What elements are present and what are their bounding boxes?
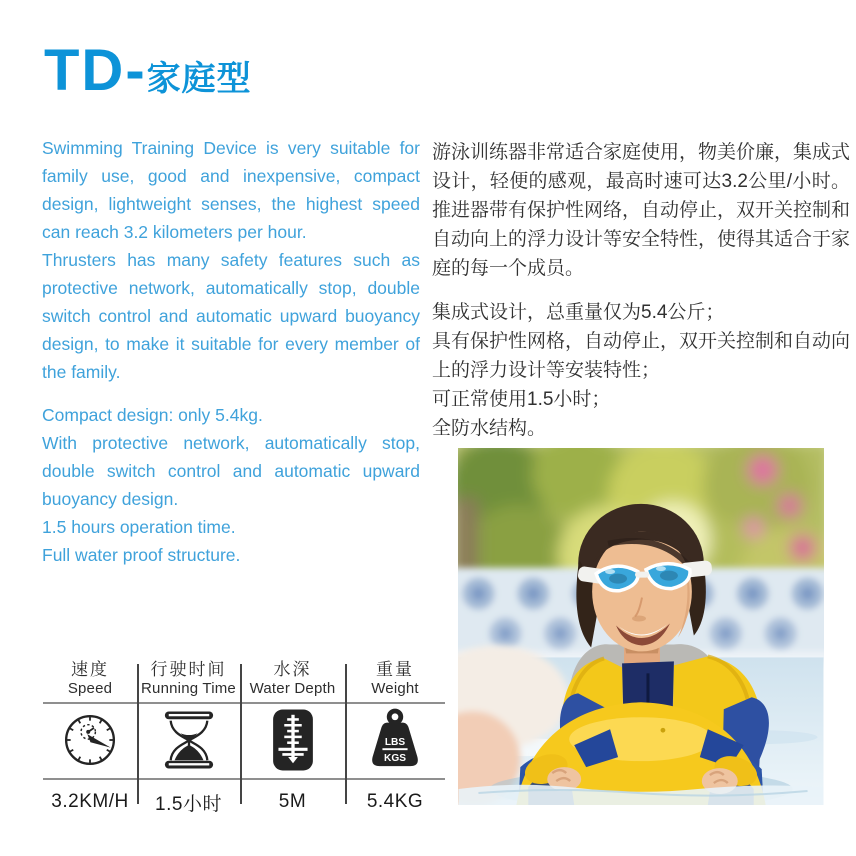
product-photo (458, 448, 824, 805)
spec-value-speed: 3.2KM/H (51, 791, 129, 812)
feature-line: 全防水结构。 (432, 418, 547, 439)
feature-line: 集成式设计，总重量仅为5.4公斤； (432, 302, 725, 323)
spec-header-speed (43, 658, 137, 702)
paragraph-safety: Thrusters has many safety features such as protective network, automatically stop, double switch control and automatic upward buoyancy design, to make it suitable for every member of the family. (42, 250, 420, 382)
header-label-zh: 重量 (376, 660, 414, 679)
feature-line: 可正常使用1.5小时； (432, 389, 611, 410)
spec-table (43, 658, 445, 828)
english-description (42, 134, 420, 569)
header-label-en: Speed (67, 680, 113, 697)
table-divider-horizontal (43, 702, 445, 704)
weight-icon-kgs-label: KGS (384, 752, 406, 764)
header-label-zh: 速度 (71, 660, 109, 679)
header-label-en: Water Depth (249, 680, 336, 697)
table-divider-vertical (345, 664, 347, 804)
spec-header-weight (345, 658, 445, 702)
feature-protection: With protective network, automatically stop, double switch control and automatic upward buoyancy design. (42, 433, 420, 509)
spec-value-water-depth: 5M (278, 791, 307, 812)
header-label-zh: 水深 (273, 660, 312, 679)
weight-icon-lbs-label: LBS (384, 736, 406, 748)
spec-header-water-depth (240, 658, 345, 702)
feature-line: 具有保护性网格，自动停止，双开关控制和自动向上的浮力设计等安装特性； (432, 331, 851, 381)
page-title-model: TD- (44, 38, 147, 103)
page-title (44, 40, 252, 102)
feature-compact: Compact design: only 5.4kg. (42, 405, 263, 425)
feature-list-zh (432, 298, 850, 443)
header-label-en: Running Time (141, 680, 236, 697)
hourglass-icon (162, 710, 216, 770)
header-label-en: Weight (371, 680, 419, 697)
paragraph-intro-zh: 游泳训练器非常适合家庭使用，物美价廉，集成式设计，轻便的感观，最高时速可达3.2公里/小时。推进器带有保护性网络，自动停止，双开关控制和自动向上的浮力设计等安全特性，使得其适合于家庭的每一个成员。 (432, 142, 851, 279)
table-divider-vertical (240, 664, 242, 804)
spec-value-running-time: 1.5小时 (155, 793, 222, 815)
chinese-description (432, 138, 850, 443)
header-label-zh: 行驶时间 (150, 660, 227, 679)
weight-icon (366, 708, 424, 772)
page-title-type: 家庭型 (146, 60, 252, 98)
spec-header-running-time (137, 658, 240, 702)
depth-gauge-icon (271, 708, 315, 772)
spec-value-weight: 5.4KG (366, 791, 424, 812)
speedometer-icon (63, 713, 117, 767)
table-divider-vertical (137, 664, 139, 804)
feature-operation-time: 1.5 hours operation time. (42, 517, 236, 537)
feature-waterproof: Full water proof structure. (42, 545, 241, 565)
table-divider-horizontal (43, 778, 445, 780)
paragraph-intro: Swimming Training Device is very suitable for family use, good and inexpensive, compact design, lightweight senses, the highest speed can reach 3.2 kilometers per hour. (42, 138, 420, 242)
